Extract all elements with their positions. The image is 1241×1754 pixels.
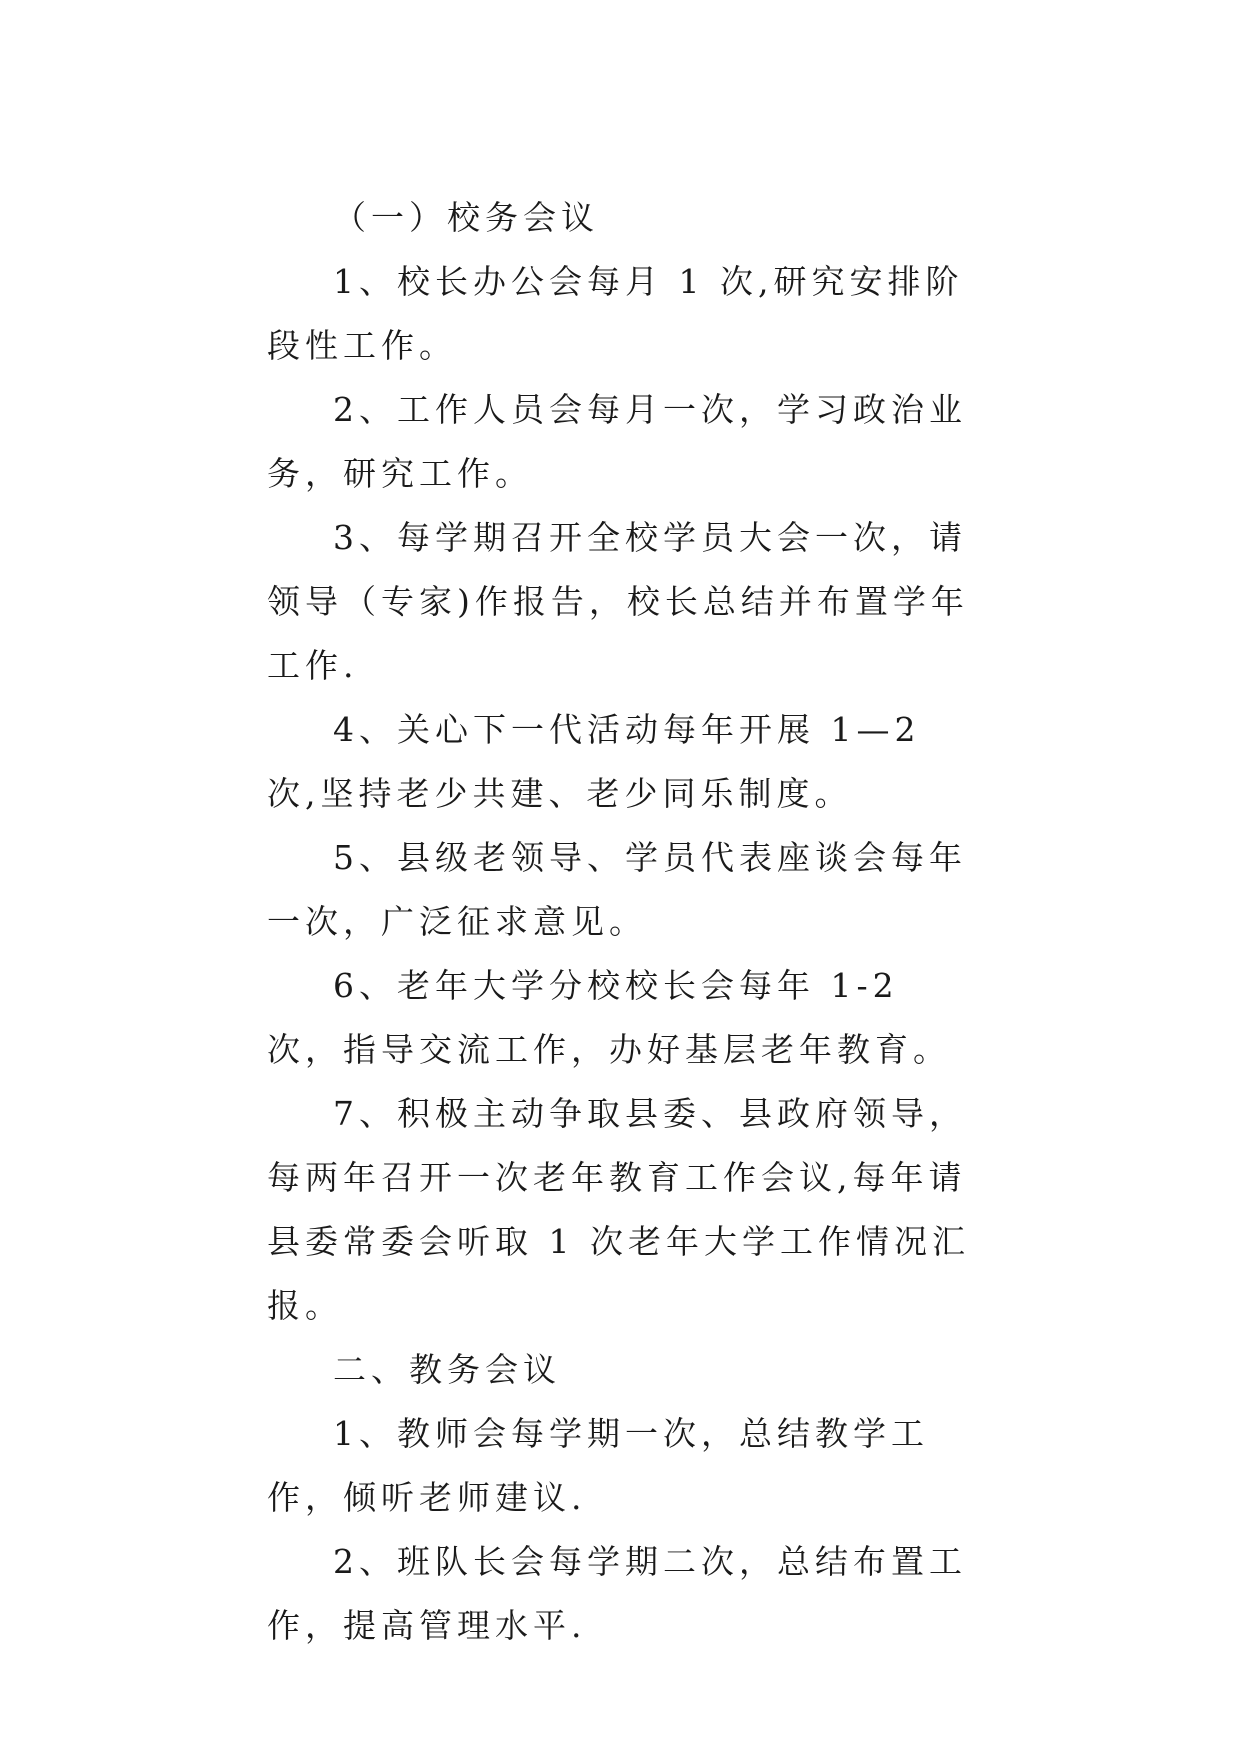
list-item: 2、工作人员会每月一次，学习政治业务，研究工作。 — [267, 390, 967, 493]
section-heading-teaching-affairs: 二、教务会议 — [333, 1350, 561, 1389]
section-heading-school-affairs: （一）校务会议 — [333, 198, 599, 237]
list-item: 1、校长办公会每月 1 次,研究安排阶段性工作。 — [267, 262, 964, 365]
list-item: 5、县级老领导、学员代表座谈会每年一次，广泛征求意见。 — [267, 838, 967, 941]
list-item: 3、每学期召开全校学员大会一次，请领导（专家)作报告，校长总结并布置学年工作. — [267, 518, 969, 685]
list-item: 6、老年大学分校校长会每年 1-2 次，指导交流工作，办好基层老年教育。 — [267, 966, 951, 1069]
list-item: 7、积极主动争取县委、县政府领导，每两年召开一次老年教育工作会议,每年请县委常委会听取 1 次老年大学工作情况汇报。 — [267, 1094, 970, 1325]
document-body — [267, 186, 977, 1658]
list-item: 2、班队长会每学期二次，总结布置工作，提高管理水平. — [267, 1542, 967, 1645]
list-item: 4、关心下一代活动每年开展 1—2 次,坚持老少共建、老少同乐制度。 — [267, 710, 921, 813]
list-item: 1、教师会每学期一次，总结教学工作，倾听老师建议. — [267, 1414, 929, 1517]
